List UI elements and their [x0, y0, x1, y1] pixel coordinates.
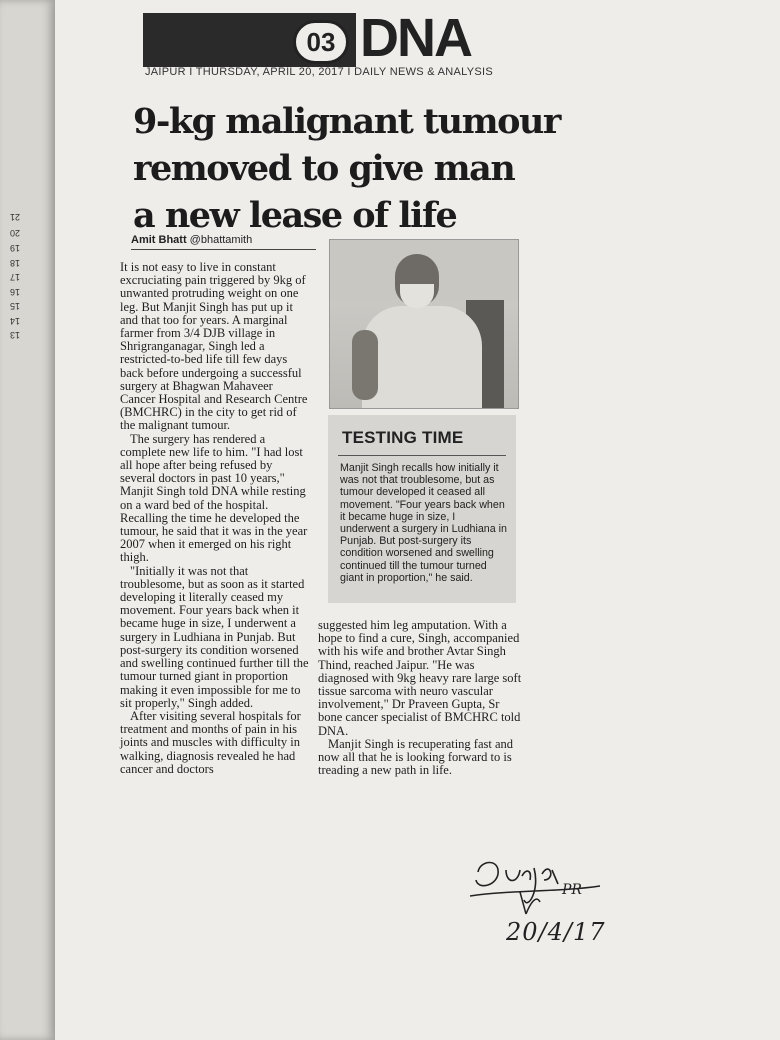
underpage-number: 17	[10, 272, 21, 282]
newspaper-logo: DNA	[356, 8, 475, 68]
paragraph: The surgery has rendered a complete new life to him. "I had lost all hope after being refused by several doctors in past 10 years," Manjit Singh told DNA while resting on a ward bed of the hospital. Recalling the time he developed the tumour, he said that it was in the year 2007 when it emerged on his right thigh.	[120, 431, 308, 565]
headline	[133, 98, 560, 239]
article-column-2	[318, 619, 523, 777]
byline	[131, 234, 316, 250]
paragraph: It is not easy to live in constant excruciating pain triggered by 9kg of unwanted protruding weight on one leg. But Manjit Singh has put up it and that too for years. A marginal farmer from 3/4 DJB village in Shrigranganagar, Singh led a restricted-to-bed life till few days back before undergoing a successful surgery at Bhagwan Mahaveer Cancer Hospital and Research Centre (BMCHRC) in the city to get rid of the malignant tumour.	[120, 260, 308, 433]
photo-person-beard	[400, 284, 434, 308]
paragraph: suggested him leg amputation. With a hope to find a cure, Singh, accompanied with his wife and brother Avtar Singh Thind, reached Jaipur. "He was diagnosed with 9kg heavy rare large soft tissue sarcoma with neuro vascular involvement," Dr Praveen Gupta, Sr bone cancer specialist of BMCHRC told DNA.	[318, 618, 522, 738]
byline-handle: @bhattamith	[189, 234, 253, 246]
paragraph: "Initially it was not that troublesome, but as soon as it started developing it literally ceased my movement. Four years back when it became huge in size, I underwent a surgery in Ludhiana in Punjab. But post-surgery its condition worsened and swelling continued further till the tumour turned giant in proportion making it even impossible for me to sit properly," Singh added.	[120, 563, 309, 710]
underpage-number: 18	[10, 258, 21, 268]
dateline: JAIPUR I THURSDAY, APRIL 20, 2017 I DAILY NEWS & ANALYSIS	[145, 66, 494, 78]
patient-photo	[329, 239, 519, 409]
article-column-1	[120, 261, 310, 776]
headline-line: 9-kg malignant tumour	[133, 101, 560, 142]
sidebar-title: TESTING TIME	[342, 428, 464, 447]
byline-name: Amit Bhatt	[131, 234, 187, 246]
paragraph: Manjit Singh is recuperating fast and now all that he is looking forward to is treading a new path in life.	[318, 736, 514, 778]
sidebar-divider	[338, 455, 506, 456]
headline-line: a new lease of life	[133, 195, 457, 236]
underpage-number: 19	[10, 243, 21, 253]
page-number: 03	[293, 20, 349, 64]
sidebar-text: Manjit Singh recalls how initially it was not that troublesome, but as tumour developed it ceased all movement. "Four years back when it became huge in size, I underwent a surgery in Ludhiana in Punjab. But post-surgery its condition worsened and swelling continued till the tumour turned giant in proportion," he said.	[340, 462, 507, 584]
sidebar-box	[328, 415, 516, 603]
photo-person-arm	[352, 330, 378, 400]
headline-line: removed to give man	[133, 148, 515, 189]
handwritten-signature	[470, 850, 610, 920]
underpage-number: 15	[10, 301, 21, 311]
handwritten-date: 20/4/17	[506, 918, 606, 946]
underpage-number: 16	[10, 287, 21, 297]
svg-text:PR: PR	[562, 882, 582, 898]
underpage-number: 20	[10, 228, 21, 238]
photo-person-body	[362, 306, 482, 409]
underpage-number: 21	[10, 212, 21, 222]
underpage-number: 13	[10, 330, 21, 340]
paragraph: After visiting several hospitals for treatment and months of pain in his joints and muscles with difficulty in walking, diagnosis revealed he had cancer and doctors	[120, 708, 301, 776]
underpage-number: 14	[10, 316, 21, 326]
